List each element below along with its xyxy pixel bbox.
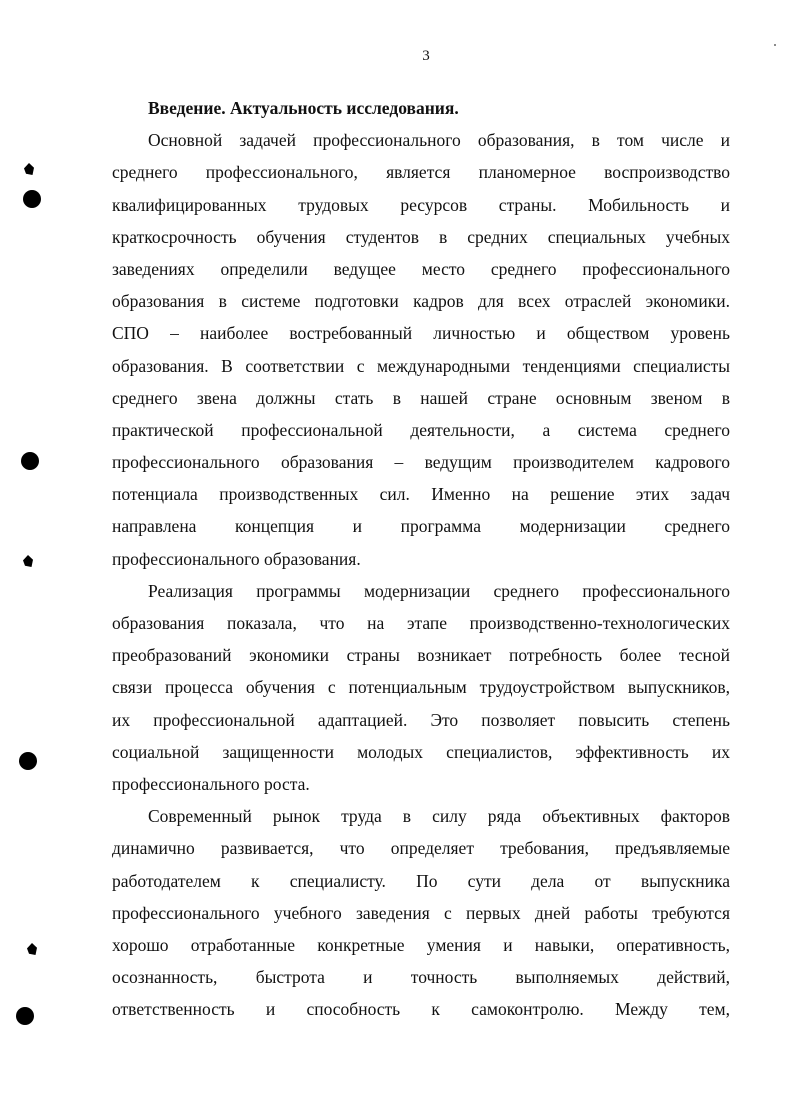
scan-speck xyxy=(774,44,776,46)
text-line: социальной защищенности молодых специалистов, эффективность их xyxy=(112,741,730,762)
text-line: ответственность и способность к самоконтролю. Между тем, xyxy=(112,999,730,1020)
text-line: их профессиональной адаптацией. Это позволяет повысить степень xyxy=(112,709,730,730)
text-line: образования показала, что на этапе производственно-технологических xyxy=(112,613,730,634)
text-line: хорошо отработанные конкретные умения и навыки, оперативность, xyxy=(112,934,730,955)
page-number: 3 xyxy=(422,48,430,64)
scan-mark xyxy=(24,163,34,175)
text-line: квалифицированных трудовых ресурсов страны. Мобильность и xyxy=(112,194,730,215)
section-heading: Введение. Актуальность исследования. xyxy=(148,98,459,118)
text-line: направлена концепция и программа модернизации среднего xyxy=(112,516,730,537)
text-line: профессионального образования – ведущим производителем кадрового xyxy=(112,452,730,473)
paragraph-1 xyxy=(112,124,730,575)
punch-hole xyxy=(19,752,37,770)
text-line: преобразований экономики страны возникает потребность более тесной xyxy=(112,645,730,666)
scan-mark xyxy=(27,943,37,955)
text-line: Реализация программы модернизации среднего профессионального xyxy=(148,580,730,601)
text-line: Основной задачей профессионального образования, в том числе и xyxy=(148,130,730,151)
text-line: профессионального роста. xyxy=(112,773,310,794)
punch-hole xyxy=(16,1007,34,1025)
text-line: работодателем к специалисту. По сути дела от выпускника xyxy=(112,870,730,891)
text-line: заведениях определили ведущее место среднего профессионального xyxy=(112,258,730,279)
text-line: образования. В соответствии с международными тенденциями специалисты xyxy=(112,355,730,376)
text-line: практической профессиональной деятельности, а система среднего xyxy=(112,419,730,440)
paragraph-2 xyxy=(112,575,730,800)
paragraph-3 xyxy=(112,800,730,1025)
text-line: краткосрочность обучения студентов в средних специальных учебных xyxy=(112,226,730,247)
text-line: образования в системе подготовки кадров для всех отраслей экономики. xyxy=(112,291,730,312)
scan-mark xyxy=(23,555,33,567)
text-line: потенциала производственных сил. Именно на решение этих задач xyxy=(112,484,730,505)
punch-hole xyxy=(21,452,39,470)
text-line: связи процесса обучения с потенциальным трудоустройством выпускников, xyxy=(112,677,730,698)
text-line: среднего профессионального, является планомерное воспроизводство xyxy=(112,162,730,183)
text-line: СПО – наиболее востребованный личностью и обществом уровень xyxy=(112,323,730,344)
text-line: профессионального образования. xyxy=(112,548,361,569)
punch-hole xyxy=(23,190,41,208)
text-line: профессионального учебного заведения с первых дней работы требуются xyxy=(112,902,730,923)
text-line: среднего звена должны стать в нашей стране основным звеном в xyxy=(112,387,730,408)
text-line: осознанность, быстрота и точность выполняемых действий, xyxy=(112,967,730,988)
document-body xyxy=(112,92,730,1025)
text-line: Современный рынок труда в силу ряда объективных факторов xyxy=(148,806,730,827)
text-line: динамично развивается, что определяет требования, предъявляемые xyxy=(112,838,730,859)
